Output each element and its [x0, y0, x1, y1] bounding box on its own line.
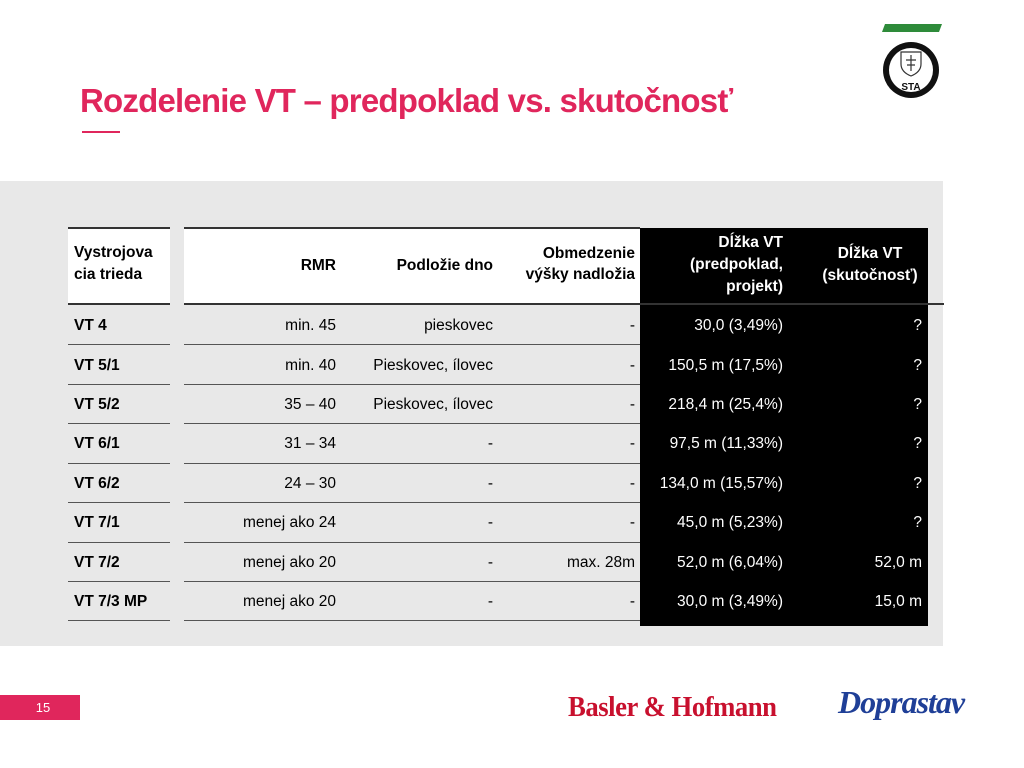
header-class-line2: cia trieda	[74, 266, 143, 283]
cell-rmr: min. 40	[285, 357, 336, 374]
header-bottom: Podložie dno	[396, 257, 493, 274]
table-top-line	[68, 227, 170, 229]
cell-plan: 218,4 m (25,4%)	[668, 396, 783, 413]
cell-plan: 134,0 m (15,57%)	[659, 475, 783, 492]
cell-height: -	[629, 475, 635, 492]
cell-height: -	[629, 396, 635, 413]
page-number	[0, 695, 80, 720]
cell-actual: ?	[913, 475, 922, 492]
cell-actual: ?	[913, 317, 922, 334]
cell-class: VT 6/2	[74, 475, 120, 492]
header-actual-line2: (skutočnosť)	[822, 267, 918, 284]
cell-plan: 97,5 m (11,33%)	[669, 435, 783, 452]
cell-actual: ?	[913, 396, 922, 413]
cell-plan: 52,0 m (6,04%)	[677, 554, 783, 571]
header-actual-line1: Dĺžka VT	[837, 245, 903, 262]
header-height-line2: výšky nadložia	[525, 266, 635, 283]
row-divider	[68, 542, 170, 543]
row-divider	[184, 384, 640, 385]
cell-height: -	[629, 514, 635, 531]
cell-plan: 45,0 m (5,23%)	[677, 514, 783, 531]
cell-class: VT 6/1	[74, 435, 120, 452]
cell-actual: ?	[913, 357, 922, 374]
row-divider	[184, 502, 640, 503]
cell-class: VT 5/1	[74, 357, 120, 374]
row-divider	[68, 344, 170, 345]
cell-actual: 52,0 m	[874, 554, 922, 571]
cell-rmr: min. 45	[285, 317, 336, 334]
cell-bottom: Pieskovec, ílovec	[373, 357, 493, 374]
cell-actual: 15,0 m	[874, 593, 922, 610]
cell-height: -	[629, 357, 635, 374]
header-plan-line3: projekt)	[726, 278, 783, 295]
cell-rmr: menej ako 20	[242, 554, 336, 571]
cell-plan: 150,5 m (17,5%)	[668, 357, 783, 374]
table-top-line	[184, 227, 640, 229]
table-bottom-line	[68, 620, 170, 621]
doprastav-logo: Doprastav	[838, 684, 965, 720]
cell-class: VT 7/2	[74, 554, 120, 571]
row-divider	[184, 344, 640, 345]
cell-rmr: 31 – 34	[284, 435, 336, 452]
row-divider	[68, 423, 170, 424]
cell-plan: 30,0 m (3,49%)	[677, 593, 783, 610]
row-divider	[68, 384, 170, 385]
cell-bottom: Pieskovec, ílovec	[373, 396, 493, 413]
row-divider	[68, 463, 170, 464]
header-bottom-line	[68, 303, 170, 305]
cell-class: VT 5/2	[74, 396, 120, 413]
table-bottom-line	[184, 620, 640, 621]
header-bottom-line	[184, 303, 944, 305]
cell-plan: 30,0 (3,49%)	[694, 317, 783, 334]
sta-logo-text: STA	[901, 82, 921, 93]
sta-logo	[879, 22, 944, 102]
cell-rmr: 35 – 40	[284, 396, 336, 413]
page-number-text: 15	[35, 700, 51, 715]
header-rmr: RMR	[300, 257, 336, 274]
cell-rmr: menej ako 20	[242, 593, 336, 610]
cell-actual: ?	[913, 435, 922, 452]
basler-hofmann-logo: Basler & Hofmann	[568, 691, 777, 723]
row-divider	[184, 542, 640, 543]
row-divider	[68, 502, 170, 503]
title-underline	[82, 131, 120, 133]
row-divider	[184, 581, 640, 582]
row-divider	[184, 423, 640, 424]
cell-height: -	[629, 435, 635, 452]
cell-actual: ?	[913, 514, 922, 531]
cell-bottom: -	[487, 554, 493, 571]
cell-bottom: -	[487, 514, 493, 531]
cell-class: VT 4	[74, 317, 107, 334]
cell-height: -	[629, 317, 635, 334]
cell-height: -	[629, 593, 635, 610]
cell-class: VT 7/3 MP	[74, 593, 148, 610]
cell-rmr: menej ako 24	[242, 514, 336, 531]
header-height-line1: Obmedzenie	[542, 245, 635, 262]
row-divider	[184, 463, 640, 464]
cell-rmr: 24 – 30	[284, 475, 336, 492]
cell-class: VT 7/1	[74, 514, 120, 531]
cell-height: max. 28m	[566, 554, 635, 571]
header-plan-line2: (predpoklad,	[689, 256, 783, 273]
cell-bottom: -	[487, 475, 493, 492]
page-title: Rozdelenie VT – predpoklad vs. skutočnosť	[80, 82, 733, 119]
cell-bottom: -	[487, 593, 493, 610]
row-divider	[68, 581, 170, 582]
header-class-line1: Vystrojova	[74, 244, 153, 261]
header-plan-line1: Dĺžka VT	[718, 234, 783, 251]
cell-bottom: -	[487, 435, 493, 452]
cell-bottom: pieskovec	[424, 317, 493, 334]
